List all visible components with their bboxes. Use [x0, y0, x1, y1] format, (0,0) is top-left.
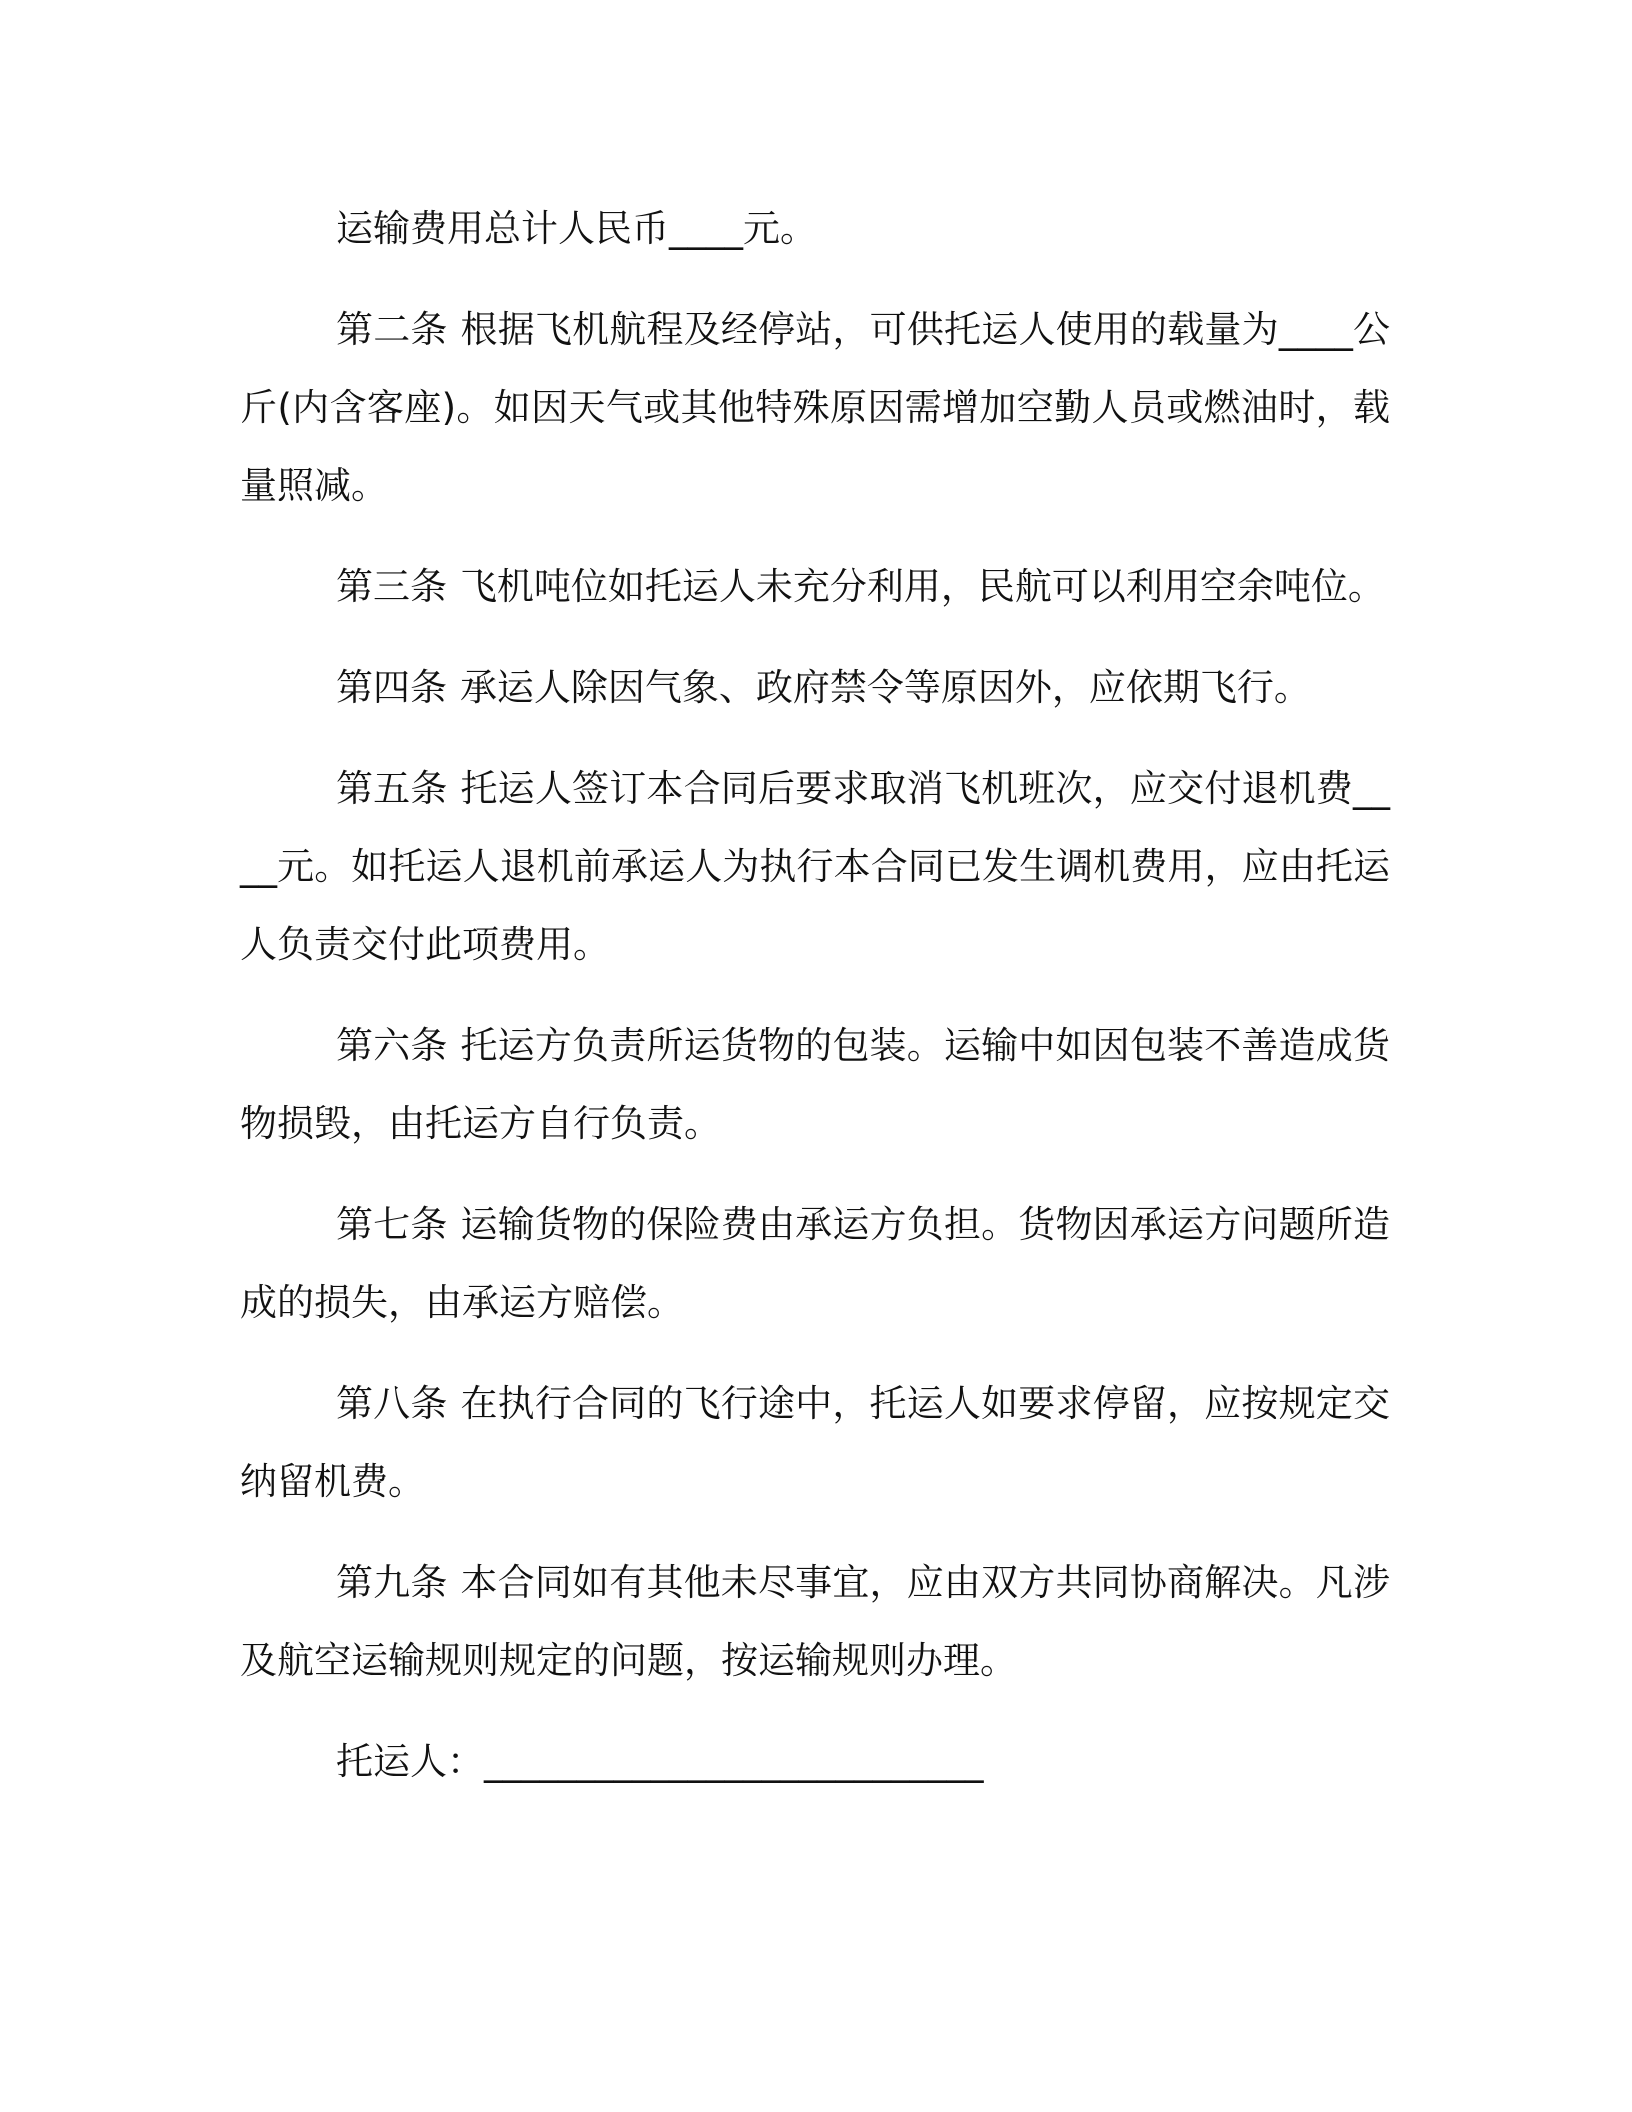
clause-number: 第五条 [336, 767, 448, 810]
clause-number: 第六条 [336, 1024, 448, 1067]
paragraph-total-fee [240, 190, 1390, 268]
clause-text: 本合同如有其他未尽事宜，应由双方共同协商解决。凡涉及航空运输规则规定的问题，按运输规则办理。 [240, 1561, 1390, 1682]
clause-4 [240, 649, 1390, 727]
clause-number: 第七条 [336, 1203, 448, 1246]
clause-number: 第四条 [336, 666, 447, 709]
clause-2 [240, 291, 1390, 525]
clause-8 [240, 1365, 1390, 1521]
signature-line [240, 1723, 1390, 1801]
clause-number: 第八条 [336, 1382, 448, 1425]
clause-6 [240, 1007, 1390, 1163]
clause-text: 运输货物的保险费由承运方负担。货物因承运方问题所造成的损失，由承运方赔偿。 [240, 1203, 1390, 1324]
clause-number: 第三条 [336, 565, 447, 608]
clause-text: 根据飞机航程及经停站，可供托运人使用的载量为____公斤(内含客座)。如因天气或其他特殊原因需增加空勤人员或燃油时，载量照减。 [240, 308, 1391, 507]
clause-number: 第二条 [336, 308, 448, 351]
clause-number: 第九条 [336, 1561, 448, 1604]
clause-text: 托运方负责所运货物的包装。运输中如因包装不善造成货物损毁，由托运方自行负责。 [240, 1024, 1390, 1145]
clause-text: 托运人签订本合同后要求取消飞机班次，应交付退机费____元。如托运人退机前承运人为执行本合同已发生调机费用，应由托运人负责交付此项费用。 [240, 767, 1390, 966]
clause-7 [240, 1186, 1390, 1342]
clause-text: 在执行合同的飞行途中，托运人如要求停留，应按规定交纳留机费。 [240, 1382, 1390, 1503]
clause-9 [240, 1544, 1390, 1700]
clause-text: 飞机吨位如托运人未充分利用，民航可以利用空余吨位。 [459, 565, 1385, 608]
clause-5 [240, 750, 1390, 984]
signature-label: 托运人： [336, 1740, 484, 1783]
clause-3 [240, 548, 1390, 626]
document-page [240, 190, 1390, 1801]
signature-blank: ___________________________ [484, 1740, 984, 1783]
paragraph-text: 运输费用总计人民币____元。 [336, 207, 817, 250]
clause-text: 承运人除因气象、政府禁令等原因外，应依期飞行。 [459, 666, 1311, 709]
